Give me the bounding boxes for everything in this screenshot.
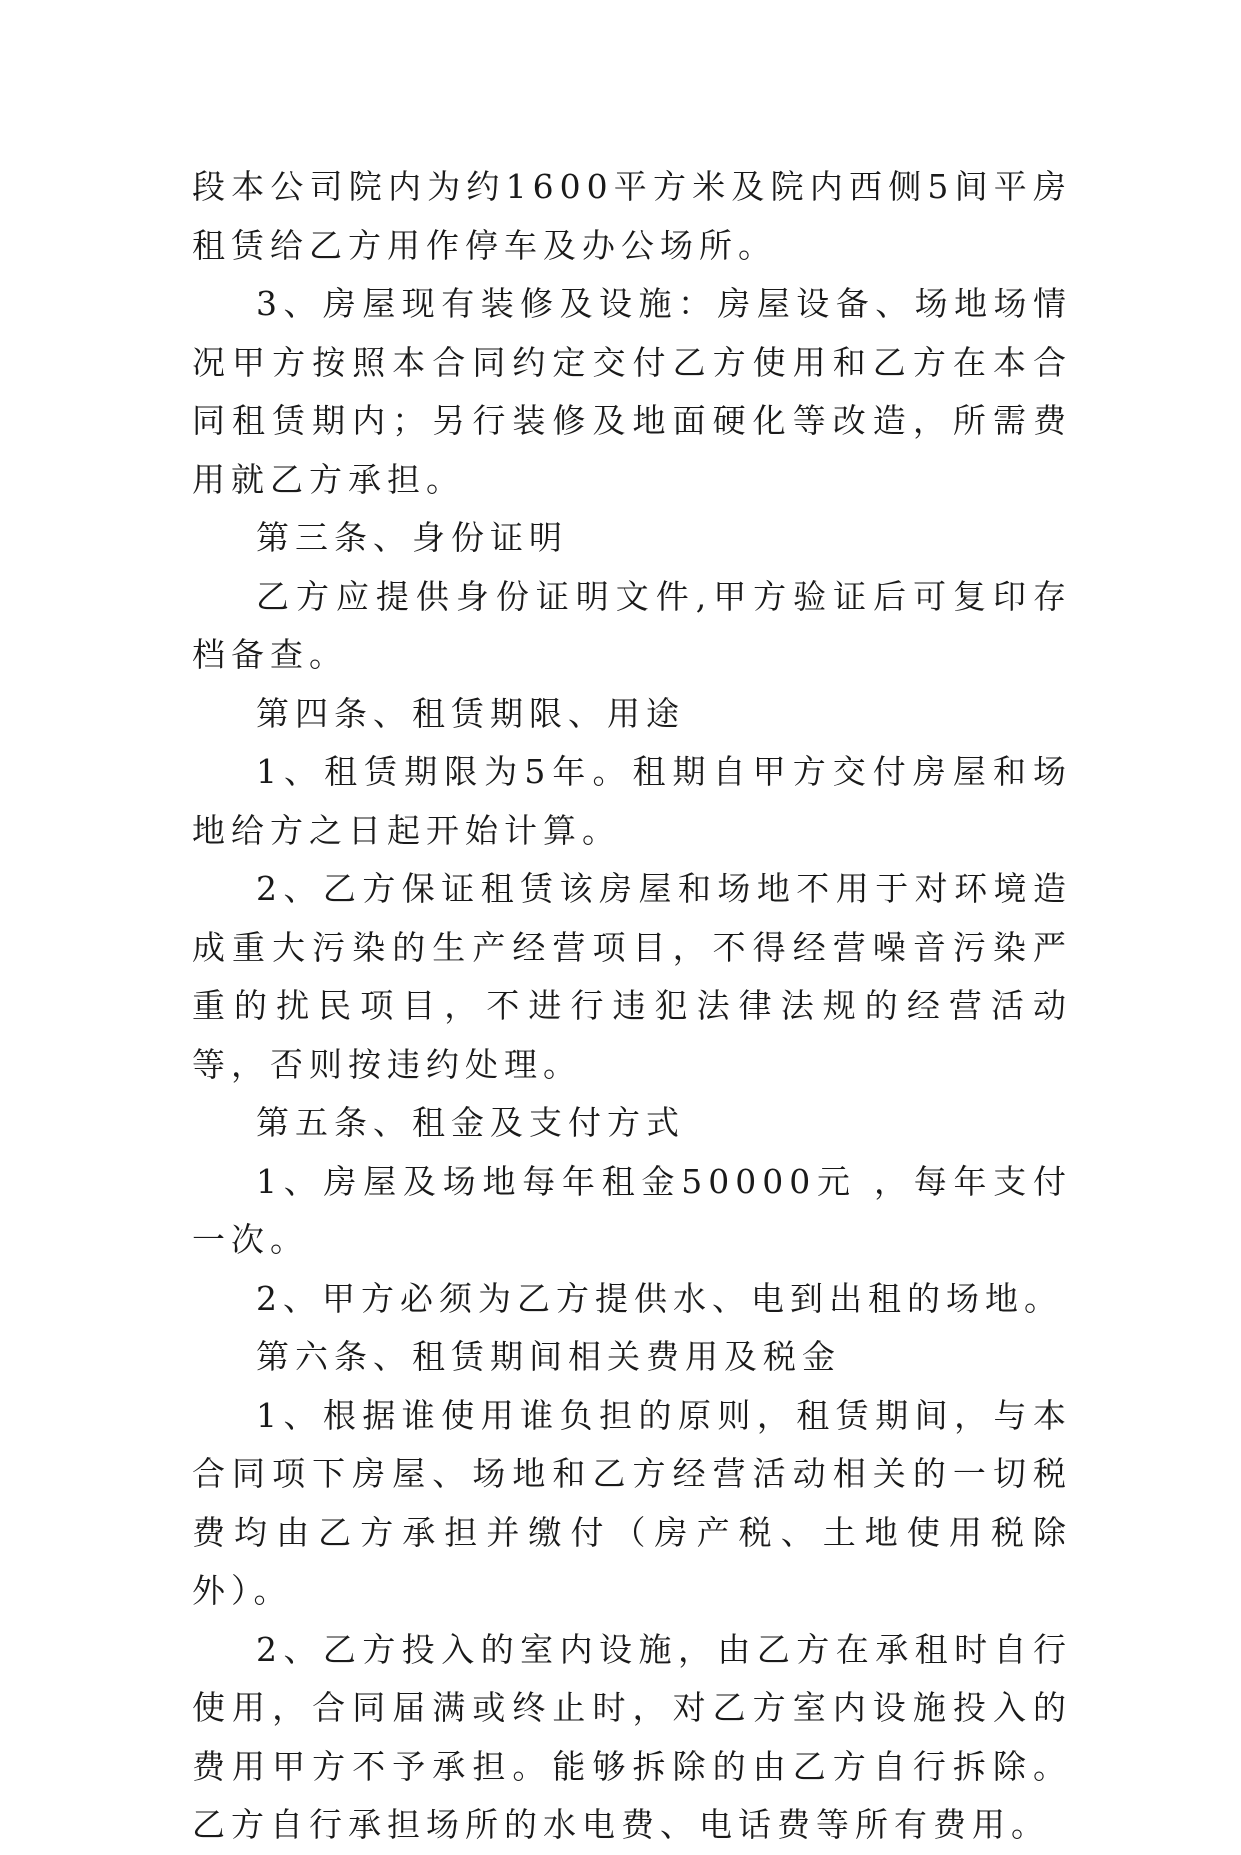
paragraph-article-6-1: 1、根据谁使用谁负担的原则，租赁期间，与本合同项下房屋、场地和乙方经营活动相关的一切税费均由乙方承担并缴付（房产税、土地使用税除外）。 <box>192 1395 1072 1610</box>
document-body <box>192 158 1072 1855</box>
paragraph-article-5-2: 2、甲方必须为乙方提供水、电到出租的场地。 <box>256 1278 1063 1318</box>
heading-article-3: 第三条、身份证明 <box>256 518 568 557</box>
paragraph-lease-scope: 段本公司院内为约1600平方米及院内西侧5间平房租赁给乙方用作停车及办公场所。 <box>192 167 1072 265</box>
heading-article-6: 第六条、租赁期间相关费用及税金 <box>256 1337 841 1376</box>
paragraph-article-4-2: 2、乙方保证租赁该房屋和场地不用于对环境造成重大污染的生产经营项目，不得经营噪音污染严重的扰民项目，不进行违犯法律法规的经营活动等，否则按违约处理。 <box>192 869 1072 1084</box>
paragraph-article-4-1: 1、租赁期限为5年。租期自甲方交付房屋和场地给方之日起开始计算。 <box>192 752 1072 850</box>
heading-article-5: 第五条、租金及支付方式 <box>256 1103 685 1142</box>
paragraph-article-5-1: 1、房屋及场地每年租金50000元 ，每年支付一次。 <box>192 1161 1072 1259</box>
paragraph-article-6-2: 2、乙方投入的室内设施，由乙方在承租时自行使用，合同届满或终止时，对乙方室内设施投入的费用甲方不予承担。能够拆除的由乙方自行拆除。乙方自行承担场所的水电费、电话费等所有费用。 <box>192 1629 1072 1844</box>
heading-article-4: 第四条、租赁期限、用途 <box>256 693 685 733</box>
paragraph-article-3-body: 乙方应提供身份证明文件,甲方验证后可复印存档备查。 <box>192 576 1072 674</box>
paragraph-clause-2-3: 3、房屋现有装修及设施：房屋设备、场地场情况甲方按照本合同约定交付乙方使用和乙方在本合同租赁期内；另行装修及地面硬化等改造，所需费用就乙方承担。 <box>192 284 1072 499</box>
